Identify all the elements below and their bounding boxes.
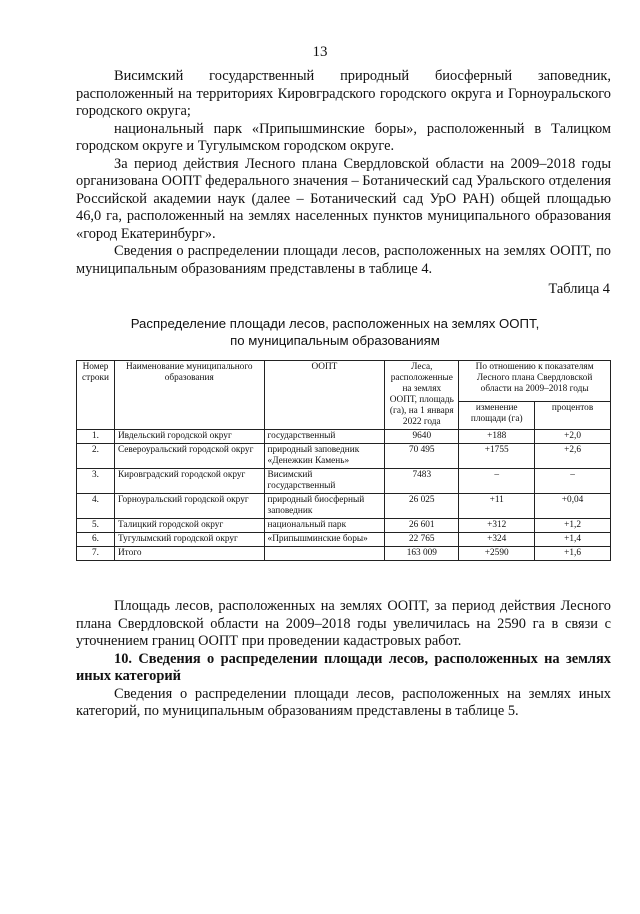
paragraph-area-change: Площадь лесов, расположенных на землях ООПТ, за период действия Лесного плана Свердловской области на 2009–2018 годы увеличилась на 2590 га в связи с уточнением границ ООПТ при проведении кадастровых работ.: [76, 598, 611, 649]
table-row: [77, 533, 611, 547]
cell-change-ha: +1755: [459, 444, 535, 469]
cell-forest-area: 70 495: [385, 444, 459, 469]
cell-oopt: Висимский государственный: [264, 469, 385, 494]
cell-municipality: Итого: [114, 547, 264, 561]
header-municipality: Наименование муниципального образования: [114, 361, 264, 430]
cell-row-number: 4.: [77, 494, 115, 519]
cell-change-ha: +11: [459, 494, 535, 519]
cell-municipality: Тугулымский городской округ: [114, 533, 264, 547]
cell-change-ha: –: [459, 469, 535, 494]
cell-change-ha: +312: [459, 519, 535, 533]
cell-percent: –: [535, 469, 611, 494]
cell-forest-area: 26 601: [385, 519, 459, 533]
cell-change-ha: +2590: [459, 547, 535, 561]
cell-row-number: 6.: [77, 533, 115, 547]
header-forest-area: Леса, расположенные на землях ООПТ, площадь (га), на 1 января 2022 года: [385, 361, 459, 430]
cell-row-number: 2.: [77, 444, 115, 469]
table-row: [77, 444, 611, 469]
cell-percent: +0,04: [535, 494, 611, 519]
header-percent: процентов: [535, 401, 611, 429]
cell-municipality: Ивдельский городской округ: [114, 430, 264, 444]
cell-oopt: [264, 547, 385, 561]
cell-forest-area: 9640: [385, 430, 459, 444]
header-relative: По отношению к показателям Лесного плана Свердловской области на 2009–2018 годы: [459, 361, 611, 402]
cell-municipality: Талицкий городской округ: [114, 519, 264, 533]
cell-oopt: природный биосферный заповедник: [264, 494, 385, 519]
cell-percent: +2,6: [535, 444, 611, 469]
cell-oopt: «Припышминские боры»: [264, 533, 385, 547]
cell-change-ha: +188: [459, 430, 535, 444]
table-row: [77, 469, 611, 494]
cell-row-number: 3.: [77, 469, 115, 494]
table-label: Таблица 4: [548, 281, 610, 297]
table-row: [77, 430, 611, 444]
table-body: [77, 430, 611, 561]
table-title: [60, 316, 610, 349]
page-number: 13: [312, 44, 328, 60]
cell-percent: +1,6: [535, 547, 611, 561]
header-row-number: Номер строки: [77, 361, 115, 430]
cell-percent: +1,4: [535, 533, 611, 547]
cell-percent: +1,2: [535, 519, 611, 533]
paragraph-park: национальный парк «Припышминские боры», расположенный в Талицком городском округе и Тугулымском городском округе.: [76, 120, 611, 154]
cell-forest-area: 26 025: [385, 494, 459, 519]
paragraph-visim: Висимский государственный природный биосферный заповедник, расположенный на территориях Кировградского городского округа и Горноуральского городского округа;: [76, 68, 611, 119]
oopt-forest-table: [76, 360, 611, 561]
paragraph-botanical-garden: За период действия Лесного плана Свердловской области на 2009–2018 годы организована ООПТ федерального значения – Ботанический сад Уральского отделения Российской академии наук (далее – Ботанический сад УрО РАН) общей площадью 46,0 га, расположенный на землях населенных пунктов муниципального образования «город Екатеринбург».: [76, 155, 611, 242]
table-title-line1: Распределение площади лесов, расположенных на землях ООПТ,: [130, 316, 540, 331]
cell-municipality: Североуральский городской округ: [114, 444, 264, 469]
cell-percent: +2,0: [535, 430, 611, 444]
cell-forest-area: 7483: [385, 469, 459, 494]
cell-oopt: природный заповедник «Денежкин Камень»: [264, 444, 385, 469]
outro-text: [76, 598, 611, 721]
cell-row-number: 7.: [77, 547, 115, 561]
intro-text: [76, 68, 611, 278]
header-oopt: ООПТ: [264, 361, 385, 430]
cell-municipality: Кировградский городской округ: [114, 469, 264, 494]
table-title-line2: по муниципальным образованиям: [230, 332, 440, 348]
table-row: [77, 519, 611, 533]
table-row: [77, 547, 611, 561]
cell-forest-area: 22 765: [385, 533, 459, 547]
cell-oopt: национальный парк: [264, 519, 385, 533]
section-heading: 10. Сведения о распределении площади лесов, расположенных на землях иных категорий: [76, 650, 611, 684]
header-change-ha: изменение площади (га): [459, 401, 535, 429]
table-row: [77, 494, 611, 519]
table-header-row: [77, 361, 611, 402]
paragraph-table5-ref: Сведения о распределении площади лесов, расположенных на землях иных категорий, по муниципальным образованиям представлены в таблице 5.: [76, 685, 611, 719]
cell-forest-area: 163 009: [385, 547, 459, 561]
cell-oopt: государственный: [264, 430, 385, 444]
cell-row-number: 1.: [77, 430, 115, 444]
paragraph-table-ref: Сведения о распределении площади лесов, расположенных на землях ООПТ, по муниципальным образованиям представлены в таблице 4.: [76, 243, 611, 277]
cell-row-number: 5.: [77, 519, 115, 533]
cell-change-ha: +324: [459, 533, 535, 547]
cell-municipality: Горноуральский городской округ: [114, 494, 264, 519]
